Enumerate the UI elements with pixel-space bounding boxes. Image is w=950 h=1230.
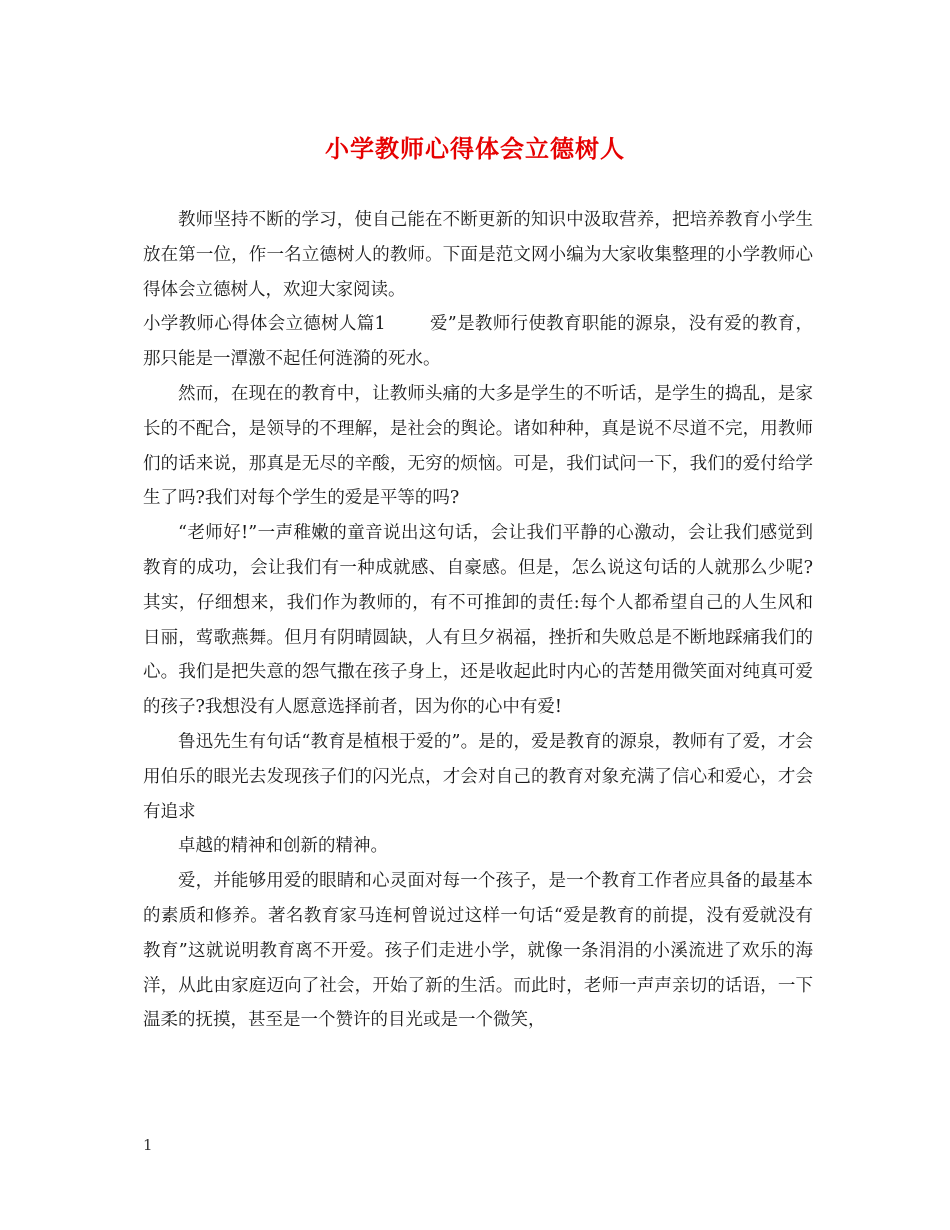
- section-first-text: 爱”是教师行使教育职能的源泉，没有爱的教育，那只能是一潭激不起任何涟漪的死水。: [143, 314, 813, 370]
- document-body: [143, 203, 813, 1038]
- section-heading-paragraph: [143, 307, 813, 377]
- body-paragraph-5: 爱，并能够用爱的眼睛和心灵面对每一个孩子，是一个教育工作者应具备的最基本的素质和修养。著名教育家马连柯曾说过这样一句话“爱是教育的前提，没有爱就没有教育”这就说明教育离不开爱。孩子们走进小学，就像一条涓涓的小溪流进了欢乐的海洋，从此由家庭迈向了社会，开始了新的生活。而此时，老师一声声亲切的话语，一下温柔的抚摸，甚至是一个赞许的目光或是一个微笑，: [143, 871, 813, 1031]
- intro-paragraph: 教师坚持不断的学习，使自己能在不断更新的知识中汲取营养，把培养教育小学生放在第一位，作一名立德树人的教师。下面是范文网小编为大家收集整理的小学教师心得体会立德树人，欢迎大家阅读。: [143, 210, 813, 300]
- body-paragraph-1: 然而，在现在的教育中，让教师头痛的大多是学生的不听话，是学生的捣乱，是家长的不配合，是领导的不理解，是社会的舆论。诸如种种，真是说不尽道不完，用教师们的话来说，那真是无尽的辛酸，无穷的烦恼。可是，我们试问一下，我们的爱付给学生了吗?我们对每个学生的爱是平等的吗?: [143, 383, 813, 509]
- page-number: 1: [143, 1136, 153, 1154]
- body-paragraph-3: 鲁迅先生有句话“教育是植根于爱的”。是的，爱是教育的源泉，教师有了爱，才会用伯乐的眼光去发现孩子们的闪光点，才会对自己的教育对象充满了信心和爱心，才会有追求: [143, 731, 813, 822]
- body-paragraph-4: 卓越的精神和创新的精神。: [178, 836, 388, 857]
- document-title: 小学教师心得体会立德树人: [325, 134, 625, 163]
- body-paragraph-2: “老师好!”一声稚嫩的童音说出这句话，会让我们平静的心激动，会让我们感觉到教育的成功，会让我们有一种成就感、自豪感。但是，怎么说这句话的人就那么少呢?其实，仔细想来，我们作为教师的，有不可推卸的责任:每个人都希望自己的人生风和日丽，莺歌燕舞。但月有阴晴圆缺，人有旦夕祸福，挫折和失败总是不断地踩痛我们的心。我们是把失意的怨气撒在孩子身上，还是收起此时内心的苦楚用微笑面对纯真可爱的孩子?我想没有人愿意选择前者，因为你的心中有爱!: [143, 523, 813, 718]
- section-heading: 小学教师心得体会立德树人篇1: [143, 314, 386, 335]
